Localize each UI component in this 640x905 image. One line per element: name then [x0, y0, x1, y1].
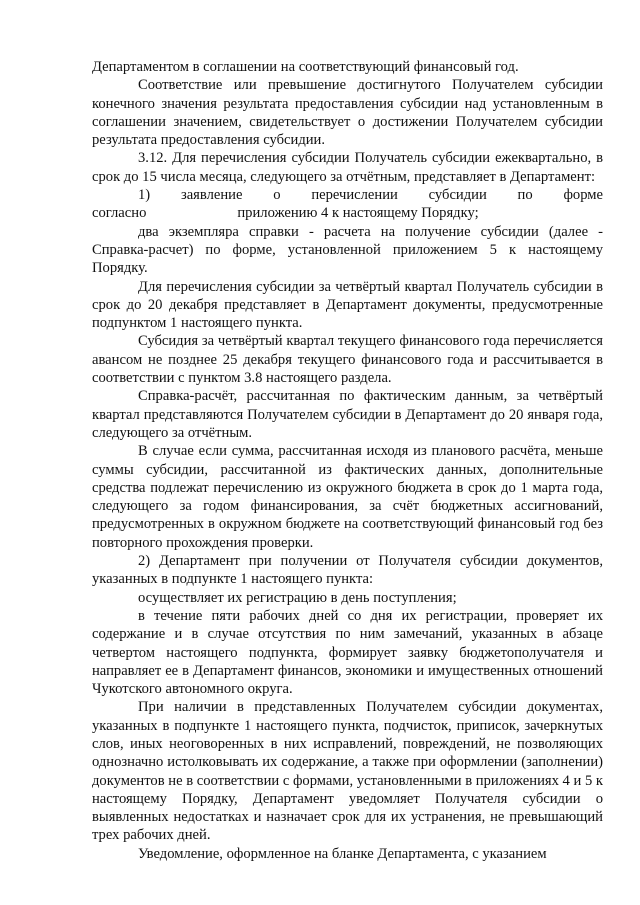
- paragraph: Справка-расчёт, рассчитанная по фактическим данным, за четвёртый квартал представляются Получателем субсидии в Департамент до 20 января года, следующего за отчётным.: [92, 388, 603, 441]
- paragraph: Уведомление, оформленное на бланке Департамента, с указанием: [138, 845, 547, 862]
- paragraph: Соответствие или превышение достигнутого Получателем субсидии конечного значения результата предоставления субсидии над установленным в соглашении значением, свидетельствует о достижении Получателем субсидии результата предоставления субсидии.: [92, 77, 603, 149]
- list-item: два экземпляра справки - расчета на получение субсидии (далее - Справка-расчет) по форме, установленной приложением 5 к настоящему Порядку.: [92, 223, 603, 277]
- list-item-continuation: [92, 204, 603, 222]
- document-page: [92, 58, 603, 863]
- list-item: в течение пяти рабочих дней со дня их регистрации, проверяет их содержание и в случае отсутствия по ним замечаний, указанных в абзаце четвертом настоящего подпункта, формирует заявку бюджетополучателя и направляет ее в Департамент финансов, экономики и имущественных отношений Чукотского автономного округа.: [92, 607, 603, 698]
- list-item-continuation-rest: приложению 4 к настоящему Порядку;: [237, 205, 479, 222]
- list-item-continuation-word: согласно: [92, 205, 147, 222]
- paragraph: 2) Департамент при получении от Получателя субсидии документов, указанных в подпункте 1 настоящего пункта:: [92, 553, 603, 588]
- paragraph: Субсидия за четвёртый квартал текущего финансового года перечисляется авансом не позднее 25 декабря текущего финансового года и рассчитывается в соответствии с пунктом 3.8 настоящего раздела.: [92, 333, 603, 387]
- list-item-line: 1) заявление о перечислении субсидии по форме: [138, 187, 603, 204]
- list-item: [92, 186, 603, 204]
- paragraph: Департаментом в соглашении на соответствующий финансовый год.: [92, 59, 519, 75]
- paragraph: При наличии в представленных Получателем субсидии документах, указанных в подпункте 1 настоящего пункта, подчисток, приписок, зачеркнутых слов, иных неоговоренных в них исправлений, повреждений, не позволяющих однозначно истолковывать их содержание, а также при оформлении (заполнении) документов не в соответствии с формами, установленными в приложениях 4 и 5 к настоящему Порядку, Департамент уведомляет Получателя субсидии о выявленных недостатках и назначает срок для их устранения, не превышающий трех рабочих дней.: [92, 699, 603, 844]
- list-item: осуществляет их регистрацию в день поступления;: [138, 589, 457, 606]
- paragraph: В случае если сумма, рассчитанная исходя из планового расчёта, меньше суммы субсидии, рассчитанной из фактических данных, дополнительные средства подлежат перечислению из окружного бюджета в срок до 1 марта года, следующего за годом финансирования, за счёт бюджетных ассигнований, предусмотренных в окружном бюджете на соответствующий финансовый год без повторного прохождения проверки.: [92, 443, 603, 551]
- paragraph: 3.12. Для перечисления субсидии Получатель субсидии ежеквартально, в срок до 15 числа месяца, следующего за отчётным, представляет в Департамент:: [92, 150, 603, 185]
- paragraph: Для перечисления субсидии за четвёртый квартал Получатель субсидии в срок до 20 декабря представляет в Департамент документы, предусмотренные подпунктом 1 настоящего пункта.: [92, 278, 603, 332]
